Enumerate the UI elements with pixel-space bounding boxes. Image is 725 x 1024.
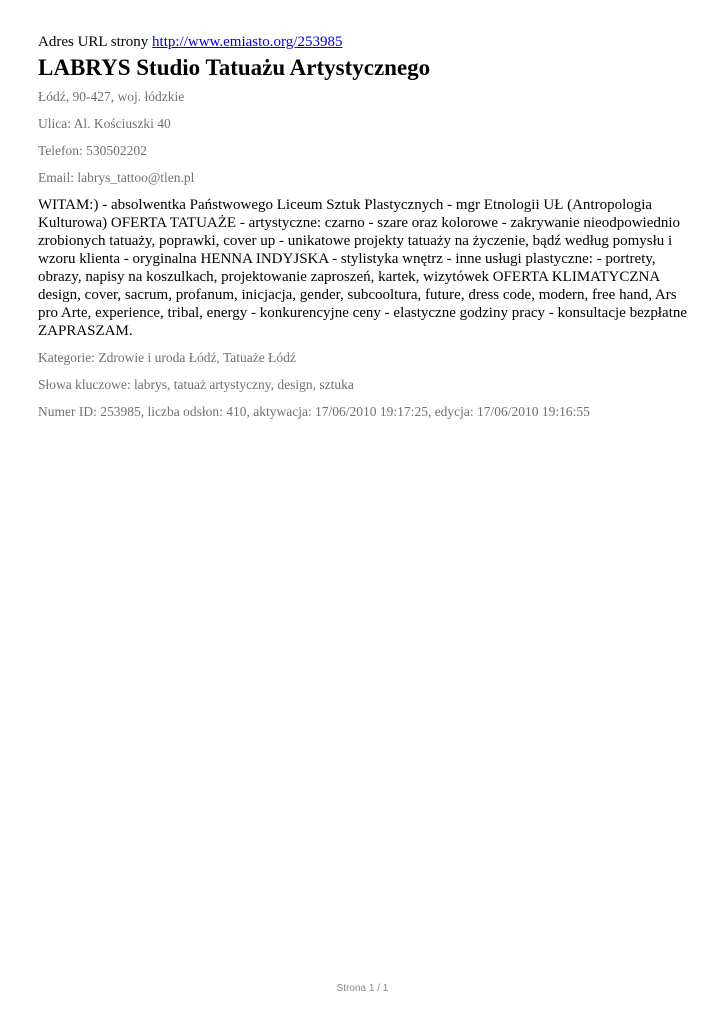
- street-text: Ulica: Al. Kościuszki 40: [38, 116, 171, 131]
- url-line: [38, 32, 688, 52]
- page-number-footer: Strona 1 / 1: [336, 983, 389, 994]
- location-text: Łódź, 90-427, woj. łódzkie: [38, 89, 185, 104]
- document-page: [38, 32, 688, 430]
- listing-title: LABRYS Studio Tatuażu Artystycznego: [38, 55, 431, 80]
- listing-description: WITAM:) - absolwentka Państwowego Liceum Sztuk Plastycznych - mgr Etnologii UŁ (Antropologia Kulturowa) OFERTA TATUAŻE - artystyczne: czarno - szare oraz kolorowe - zakrywanie nieodpowiednio zrobionych tatuaży, poprawki, cover up - unikatowe projekty tatuaży na życzenie, bądź według pomysłu i wzoru klienta - oryginalna HENNA INDYJSKA - stylistyka wnętrz - inne usługi plastyczne: - portrety, obrazy, napisy na koszulkach, projektowanie zaproszeń, kartek, wizytówek OFERTA KLIMATYCZNA design, cover, sacrum, profanum, inicjacja, gender, subcooltura, future, dress code, modern, free hand, Ars pro Arte, experience, tribal, energy - konkurencyjne ceny - elastyczne godziny pracy - konsultacje bezpłatne ZAPRASZAM.: [38, 197, 688, 339]
- url-label: Adres URL strony: [38, 34, 149, 50]
- keywords-text: Słowa kluczowe: labrys, tatuaż artystyczny, design, sztuka: [38, 377, 354, 392]
- record-info-text: Numer ID: 253985, liczba odsłon: 410, aktywacja: 17/06/2010 19:17:25, edycja: 17/06/2010 19:16:55: [38, 404, 590, 419]
- page-url-link[interactable]: http://www.emiasto.org/253985: [152, 34, 343, 50]
- phone-text: Telefon: 530502202: [38, 143, 147, 158]
- email-text: Email: labrys_tattoo@tlen.pl: [38, 170, 195, 185]
- categories-text: Kategorie: Zdrowie i uroda Łódź, Tatuaże Łódź: [38, 350, 296, 365]
